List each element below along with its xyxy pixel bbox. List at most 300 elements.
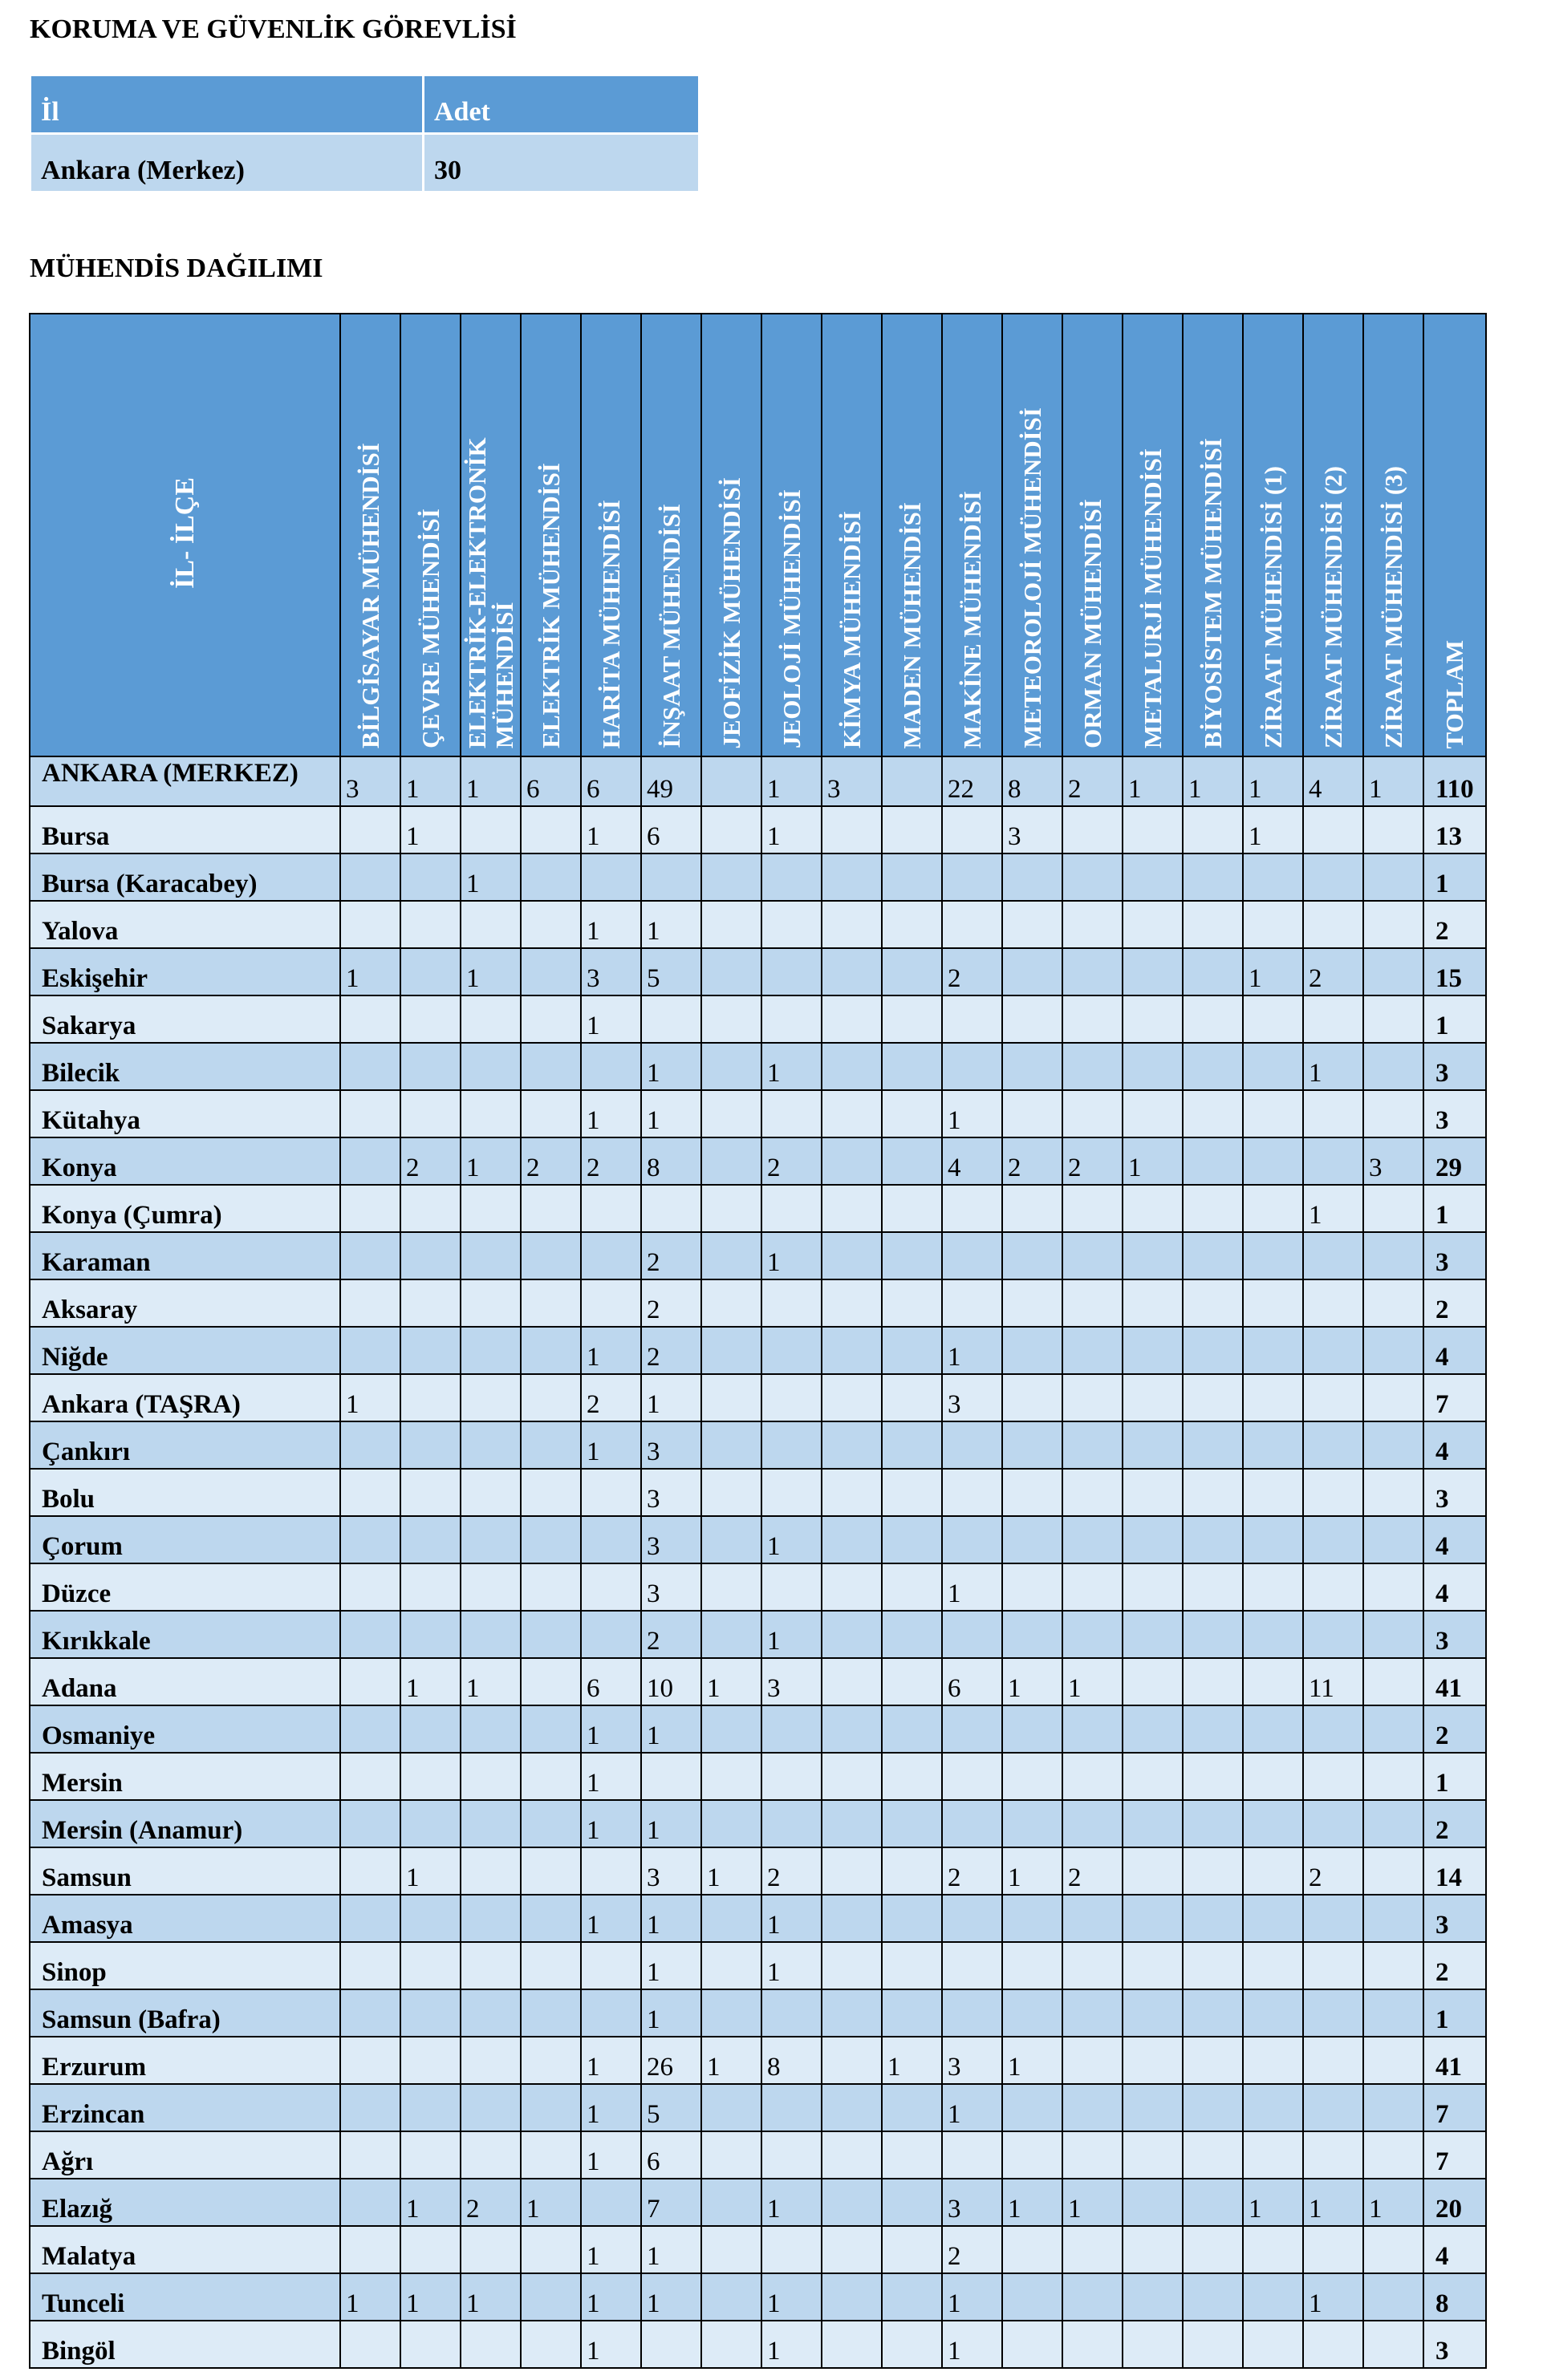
cell-value [761,2131,822,2179]
cell-value [1123,1753,1183,1800]
cell-value [942,1279,1002,1327]
column-header-col-5 [581,314,641,756]
cell-value [822,2037,882,2084]
cell-value [521,1847,581,1895]
cell-value [400,1043,461,1090]
cell-value: 1 [400,1658,461,1705]
cell-value [1363,2226,1423,2273]
cell-value [581,1563,641,1611]
column-header-col-17 [1303,314,1363,756]
cell-value [340,1942,400,1989]
cell-value [1243,2131,1303,2179]
cell-value [1363,1705,1423,1753]
cell-value [1123,2321,1183,2368]
cell-value [340,1989,400,2037]
row-label: Bursa (Karacabey) [30,853,340,901]
cell-value: 3 [641,1847,701,1895]
cell-value [1363,853,1423,901]
table-row [30,1185,1486,1232]
cell-value [340,1090,400,1137]
row-label: Samsun [30,1847,340,1895]
cell-value [1243,2037,1303,2084]
row-label: Kırıkkale [30,1611,340,1658]
cell-value [461,806,521,853]
cell-value [701,1279,761,1327]
cell-value [942,1185,1002,1232]
cell-value [822,2131,882,2179]
row-label: Bilecik [30,1043,340,1090]
cell-value: 1 [1363,756,1423,806]
row-label: Yalova [30,901,340,948]
cell-value [1062,1800,1123,1847]
cell-value [1363,1800,1423,1847]
cell-value: 3 [942,1374,1002,1421]
cell-value [1002,1469,1062,1516]
row-label: Konya [30,1137,340,1185]
cell-value [882,901,942,948]
cell-value: 6 [641,2131,701,2179]
table-row [30,1279,1486,1327]
cell-value [1243,1232,1303,1279]
cell-value [461,1374,521,1421]
row-label: Erzincan [30,2084,340,2131]
cell-value [882,1185,942,1232]
cell-value: 2 [641,1327,701,1374]
cell-value [701,995,761,1043]
cell-value: 1 [641,1374,701,1421]
cell-value: 1 [581,901,641,948]
cell-value [521,1942,581,1989]
cell-value: 2 [641,1232,701,1279]
cell-value [1363,1374,1423,1421]
row-label: ANKARA (MERKEZ) [30,756,340,806]
cell-value [882,948,942,995]
cell-value [822,2179,882,2226]
cell-value [461,1327,521,1374]
table-row [30,995,1486,1043]
cell-value [400,948,461,995]
column-header-col-14 [1123,314,1183,756]
cell-value [701,1185,761,1232]
cell-value [1002,1374,1062,1421]
table-row [30,1043,1486,1090]
cell-value: 2 [641,1611,701,1658]
row-label: Malatya [30,2226,340,2273]
cell-value [1123,1043,1183,1090]
row-total: 4 [1423,1327,1486,1374]
cell-value [1183,1895,1243,1942]
row-total: 2 [1423,901,1486,948]
cell-value [1183,2037,1243,2084]
cell-value [1243,1516,1303,1563]
row-label: Mersin [30,1753,340,1800]
row-label: Tunceli [30,2273,340,2321]
row-label: Adana [30,1658,340,1705]
cell-value [1062,1705,1123,1753]
cell-value [1303,1516,1363,1563]
cell-value: 1 [581,806,641,853]
cell-value [340,901,400,948]
cell-value [701,2321,761,2368]
cell-value [521,1658,581,1705]
cell-value [400,1800,461,1847]
cell-value [1123,1942,1183,1989]
cell-value [400,2226,461,2273]
cell-value [1123,1611,1183,1658]
cell-value [822,1800,882,1847]
cell-value: 1 [761,2321,822,2368]
cell-value: 1 [461,948,521,995]
cell-value [1303,1895,1363,1942]
cell-value [521,1185,581,1232]
cell-value [1123,1090,1183,1137]
cell-value [521,2226,581,2273]
cell-value [1243,2084,1303,2131]
cell-value [461,2037,521,2084]
table-row [30,1137,1486,1185]
cell-value [822,901,882,948]
cell-value [461,2084,521,2131]
cell-value: 49 [641,756,701,806]
cell-value [822,1516,882,1563]
cell-value [942,1043,1002,1090]
cell-value: 1 [400,1847,461,1895]
cell-value [1243,1185,1303,1232]
cell-value [1243,1989,1303,2037]
cell-value [340,1753,400,1800]
row-total: 3 [1423,1469,1486,1516]
row-total: 1 [1423,1185,1486,1232]
cell-value [1303,1753,1363,1800]
cell-value: 1 [1303,2179,1363,2226]
cell-value [882,756,942,806]
engineer-distribution-table [29,313,1487,2369]
cell-value [340,1658,400,1705]
cell-value [1062,1043,1123,1090]
cell-value [521,853,581,901]
cell-value [1123,853,1183,901]
cell-value [400,901,461,948]
cell-value [340,1800,400,1847]
cell-value [1363,1942,1423,1989]
cell-value [822,2273,882,2321]
table-row [30,853,1486,901]
cell-value [942,1989,1002,2037]
cell-value [461,1090,521,1137]
cell-value [1243,1847,1303,1895]
cell-value: 1 [1243,948,1303,995]
cell-value [1062,1563,1123,1611]
cell-value [1062,853,1123,901]
cell-value [1183,1090,1243,1137]
cell-value [400,1469,461,1516]
column-header-label: ZİRAAT MÜHENDİSİ (2) [1318,466,1347,748]
cell-value [400,1753,461,1800]
cell-value [942,1800,1002,1847]
cell-value [1123,901,1183,948]
cell-value: 1 [340,948,400,995]
cell-value [1002,1705,1062,1753]
row-label: Erzurum [30,2037,340,2084]
cell-value [942,1516,1002,1563]
cell-value [1243,853,1303,901]
cell-value: 1 [461,756,521,806]
column-header-col-7 [701,314,761,756]
column-header-label: MAKİNE MÜHENDİSİ [957,490,986,748]
cell-value [822,1611,882,1658]
cell-value [701,1895,761,1942]
cell-value [701,1800,761,1847]
cell-value: 6 [641,806,701,853]
cell-value [1062,1421,1123,1469]
cell-value [701,2084,761,2131]
cell-value: 1 [461,1658,521,1705]
cell-value [1363,2273,1423,2321]
cell-value [822,948,882,995]
security-table-row [30,134,700,193]
cell-value [1303,1611,1363,1658]
table-row [30,1847,1486,1895]
cell-value: 2 [1002,1137,1062,1185]
cell-value [1363,1043,1423,1090]
cell-value: 1 [701,1847,761,1895]
cell-value [1303,1090,1363,1137]
cell-value: 1 [761,1232,822,1279]
cell-value [882,2179,942,2226]
cell-value: 1 [1303,2273,1363,2321]
cell-value [822,853,882,901]
cell-value [1303,2226,1363,2273]
cell-value: 26 [641,2037,701,2084]
column-header-label: İNŞAAT MÜHENDİSİ [656,504,685,748]
cell-value [1363,2321,1423,2368]
cell-value [521,995,581,1043]
cell-value [1303,1705,1363,1753]
cell-value [1363,1516,1423,1563]
cell-value [1062,2084,1123,2131]
cell-value [942,1232,1002,1279]
cell-value [1062,1279,1123,1327]
cell-value [641,995,701,1043]
cell-value: 3 [1363,1137,1423,1185]
cell-value [521,1800,581,1847]
cell-value [882,2131,942,2179]
cell-value [461,1942,521,1989]
row-total: 2 [1423,1800,1486,1847]
table-row [30,1895,1486,1942]
cell-value [1363,1847,1423,1895]
cell-value: 1 [761,2273,822,2321]
cell-value [581,1989,641,2037]
cell-value [822,1989,882,2037]
cell-value [521,1563,581,1611]
security-staff-table [29,74,700,193]
table-row [30,1232,1486,1279]
cell-value [701,1327,761,1374]
column-header-label: ZİRAAT MÜHENDİSİ (1) [1258,466,1287,748]
header-adet: Adet [424,75,700,134]
cell-value [1183,1279,1243,1327]
cell-value [1062,806,1123,853]
cell-value [882,1753,942,1800]
section-title-engineers: MÜHENDİS DAĞILIMI [30,253,323,283]
cell-value [1363,1658,1423,1705]
cell-value [882,1374,942,1421]
cell-value [340,2131,400,2179]
column-header-label: ÇEVRE MÜHENDİSİ [416,509,445,748]
cell-value [400,1232,461,1279]
cell-value [1183,1563,1243,1611]
cell-value [942,853,1002,901]
column-header-toplam [1423,314,1486,756]
cell-value [701,1374,761,1421]
cell-value: 2 [1303,948,1363,995]
cell-value: 2 [942,1847,1002,1895]
table-row [30,2273,1486,2321]
row-label: Çankırı [30,1421,340,1469]
cell-value [340,1895,400,1942]
cell-value [761,901,822,948]
cell-value [521,2037,581,2084]
cell-value [1123,1895,1183,1942]
cell-value: 1 [581,2131,641,2179]
cell-value [1243,1800,1303,1847]
cell-value [1363,1989,1423,2037]
cell-value [400,1279,461,1327]
cell-value [1062,1185,1123,1232]
cell-value [1243,1327,1303,1374]
row-label: Osmaniye [30,1705,340,1753]
cell-value [701,2131,761,2179]
cell-value: 6 [521,756,581,806]
cell-value [1363,2084,1423,2131]
cell-value: 3 [641,1469,701,1516]
cell-value [340,1185,400,1232]
cell-value: 2 [1062,756,1123,806]
cell-value [1243,1942,1303,1989]
cell-value [1062,901,1123,948]
column-header-col-10 [882,314,942,756]
cell-value [1303,2321,1363,2368]
cell-value [1123,1800,1183,1847]
cell-value [400,2084,461,2131]
cell-value [1243,1563,1303,1611]
row-label: Samsun (Bafra) [30,1989,340,2037]
cell-value [1062,1327,1123,1374]
cell-value [1363,948,1423,995]
cell-value [521,1469,581,1516]
cell-value: 1 [641,1090,701,1137]
cell-value [1243,901,1303,948]
cell-value [1002,948,1062,995]
cell-value [701,1469,761,1516]
cell-value: 2 [942,948,1002,995]
cell-value: 2 [942,2226,1002,2273]
cell-value [521,806,581,853]
security-table-header-row [30,75,700,134]
cell-value: 1 [521,2179,581,2226]
cell-value [1002,1942,1062,1989]
cell-value [1243,1705,1303,1753]
cell-value [822,995,882,1043]
cell-value [400,1705,461,1753]
cell-value [822,2226,882,2273]
cell-value [1002,1989,1062,2037]
cell-value [461,1895,521,1942]
cell-value [1363,1563,1423,1611]
cell-value [1002,2131,1062,2179]
cell-value: 2 [521,1137,581,1185]
cell-value: 1 [340,2273,400,2321]
cell-value [1363,1469,1423,1516]
cell-value [1002,1185,1062,1232]
cell-value [822,1753,882,1800]
table-row [30,2226,1486,2273]
cell-il: Ankara (Merkez) [30,134,424,193]
cell-value [701,756,761,806]
cell-value: 8 [761,2037,822,2084]
cell-value: 1 [761,2179,822,2226]
cell-value [521,1043,581,1090]
cell-value: 1 [340,1374,400,1421]
cell-value [1243,1374,1303,1421]
cell-value [701,1043,761,1090]
cell-value [701,1942,761,1989]
cell-value [882,1989,942,2037]
column-header-label: ELEKTRİK-ELEKTRONİK MÜHENDİSİ [462,437,518,748]
cell-value [400,2131,461,2179]
row-label: Sakarya [30,995,340,1043]
cell-value [1303,1989,1363,2037]
cell-value [942,1942,1002,1989]
cell-value: 3 [822,756,882,806]
cell-value: 1 [761,1895,822,1942]
cell-value: 1 [942,1090,1002,1137]
cell-value: 1 [400,806,461,853]
cell-value [461,2131,521,2179]
cell-value [581,853,641,901]
cell-value [461,1753,521,1800]
cell-value: 1 [581,1327,641,1374]
cell-value [1183,1658,1243,1705]
table-row [30,806,1486,853]
cell-value [1123,1232,1183,1279]
table-row [30,1611,1486,1658]
table-header-row [30,314,1486,756]
cell-value [942,995,1002,1043]
cell-value [1243,2321,1303,2368]
cell-value [1123,1421,1183,1469]
cell-value [882,1137,942,1185]
cell-value: 3 [1002,806,1062,853]
cell-value [1123,1847,1183,1895]
cell-value [521,2321,581,2368]
cell-value [1183,948,1243,995]
cell-value [822,1895,882,1942]
cell-value [942,806,1002,853]
cell-value [882,1847,942,1895]
cell-value [1243,1611,1303,1658]
cell-value [1183,2084,1243,2131]
cell-value [822,1421,882,1469]
row-total: 4 [1423,1516,1486,1563]
column-header-label: HARİTA MÜHENDİSİ [596,499,625,748]
cell-value: 6 [581,756,641,806]
cell-value [581,1279,641,1327]
cell-value: 1 [701,1658,761,1705]
cell-value: 2 [461,2179,521,2226]
cell-value [882,1611,942,1658]
